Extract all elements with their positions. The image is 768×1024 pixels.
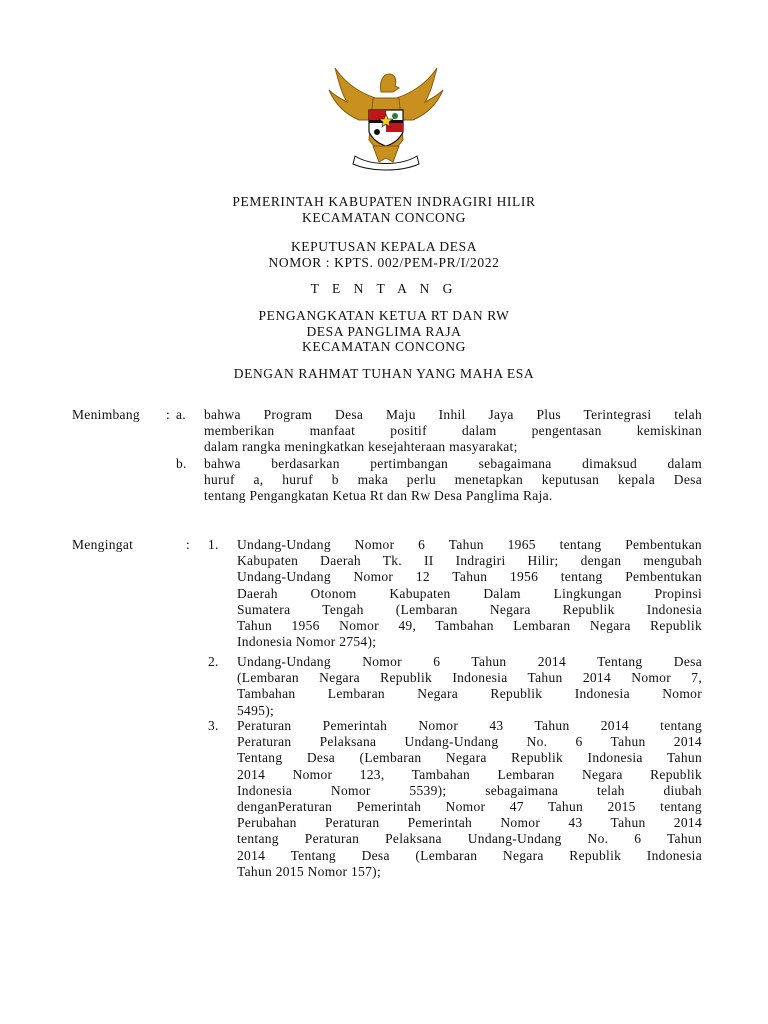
text-line: huruf a, huruf b maka perlu menetapkan keputusan kepala Desa: [204, 472, 702, 488]
text-line: Daerah Otonom Kabupaten Dalam Lingkungan Propinsi: [237, 585, 702, 601]
text-line: denganPeraturan Pemerintah Nomor 47 Tahun 2015 tentang: [237, 798, 702, 814]
menimbang-item-b: [204, 456, 702, 505]
garuda-tail: [373, 146, 399, 162]
decree-title: KEPUTUSAN KEPALA DESA: [290, 239, 478, 254]
text-line: Peraturan Pelaksana Undang-Undang No. 6 Tahun 2014: [237, 734, 702, 750]
text-line: Undang-Undang Nomor 6 Tahun 1965 tentang Pembentukan: [237, 537, 702, 552]
district-name: KECAMATAN CONCONG: [302, 209, 466, 225]
text-line: bahwa Program Desa Maju Inhil Jaya Plus Terintegrasi telah: [204, 407, 702, 422]
text-line: Tentang Desa (Lembaran Negara Republik Indonesia Tahun: [237, 750, 702, 766]
subject-line-3: KECAMATAN CONCONG: [302, 339, 466, 354]
mengingat-item-3: [237, 718, 702, 880]
decree-heading: [0, 239, 768, 270]
tentang-label: T E N T A N G: [310, 281, 458, 296]
tentang-heading: [0, 281, 768, 297]
mengingat-marker-3: 3.: [208, 718, 219, 733]
menimbang-marker-a: a.: [176, 407, 186, 422]
menimbang-item-a: [204, 407, 702, 456]
text-line: Indonesia Nomor 5539); sebagaimana telah diubah: [237, 782, 702, 798]
menimbang-label: Menimbang: [72, 407, 140, 422]
garuda-pancasila-emblem: [325, 62, 447, 172]
mengingat-label: Mengingat: [72, 537, 134, 552]
text-line: Tahun 1956 Nomor 49, Tambahan Lembaran Negara Republik: [237, 617, 702, 633]
mengingat-marker-2: 2.: [208, 654, 219, 669]
text-line: 2014 Tentang Desa (Lembaran Negara Republik Indonesia: [237, 847, 702, 863]
text-line: Perubahan Peraturan Pemerintah Nomor 43 Tahun 2014: [237, 815, 702, 831]
decree-number: NOMOR : KPTS. 002/PEM-PR/I/2022: [268, 254, 500, 270]
garuda-head: [380, 74, 399, 92]
text-line: (Lembaran Negara Republik Indonesia Tahun 2014 Nomor 7,: [237, 670, 702, 686]
mengingat-item-1: [237, 537, 702, 650]
text-line: 5495);: [237, 702, 275, 718]
text-line: Tambahan Lembaran Negara Republik Indonesia Nomor: [237, 686, 702, 702]
mengingat-colon: :: [186, 537, 191, 552]
government-name: PEMERINTAH KABUPATEN INDRAGIRI HILIR: [232, 194, 536, 209]
text-line: Indonesia Nomor 2754);: [237, 634, 377, 650]
text-line: Undang-Undang Nomor 6 Tahun 2014 Tentang Desa: [237, 654, 702, 669]
decree-subject: [0, 308, 768, 355]
text-line: bahwa berdasarkan pertimbangan sebagaimana dimaksud dalam: [204, 456, 702, 471]
text-line: dalam rangka meningkatkan kesejahteraan masyarakat;: [204, 439, 518, 455]
text-line: Tahun 2015 Nomor 157);: [237, 863, 382, 879]
text-line: tentang Peraturan Pelaksana Undang-Undang No. 6 Tahun: [237, 831, 702, 847]
mengingat-item-2: [237, 654, 702, 719]
invocation: [0, 366, 768, 382]
invocation-text: DENGAN RAHMAT TUHAN YANG MAHA ESA: [233, 366, 535, 381]
subject-line-1: PENGANGKATAN KETUA RT DAN RW: [258, 308, 510, 323]
text-line: Kabupaten Daerah Tk. II Indragiri Hilir; dengan mengubah: [237, 553, 702, 569]
text-line: Undang-Undang Nomor 12 Tahun 1956 tentang Pembentukan: [237, 569, 702, 585]
issuing-authority: [0, 194, 768, 225]
text-line: Peraturan Pemerintah Nomor 43 Tahun 2014 tentang: [237, 718, 702, 733]
mengingat-marker-1: 1.: [208, 537, 219, 552]
text-line: tentang Pengangkatan Ketua Rt dan Rw Desa Panglima Raja.: [204, 488, 553, 504]
subject-line-2: DESA PANGLIMA RAJA: [306, 323, 462, 339]
text-line: 2014 Nomor 123, Tambahan Lembaran Negara Republik: [237, 766, 702, 782]
menimbang-marker-b: b.: [176, 456, 187, 471]
text-line: memberikan manfaat positif dalam pengentasan kemiskinan: [204, 423, 702, 439]
text-line: Sumatera Tengah (Lembaran Negara Republik Indonesia: [237, 601, 702, 617]
menimbang-colon: :: [166, 407, 171, 422]
